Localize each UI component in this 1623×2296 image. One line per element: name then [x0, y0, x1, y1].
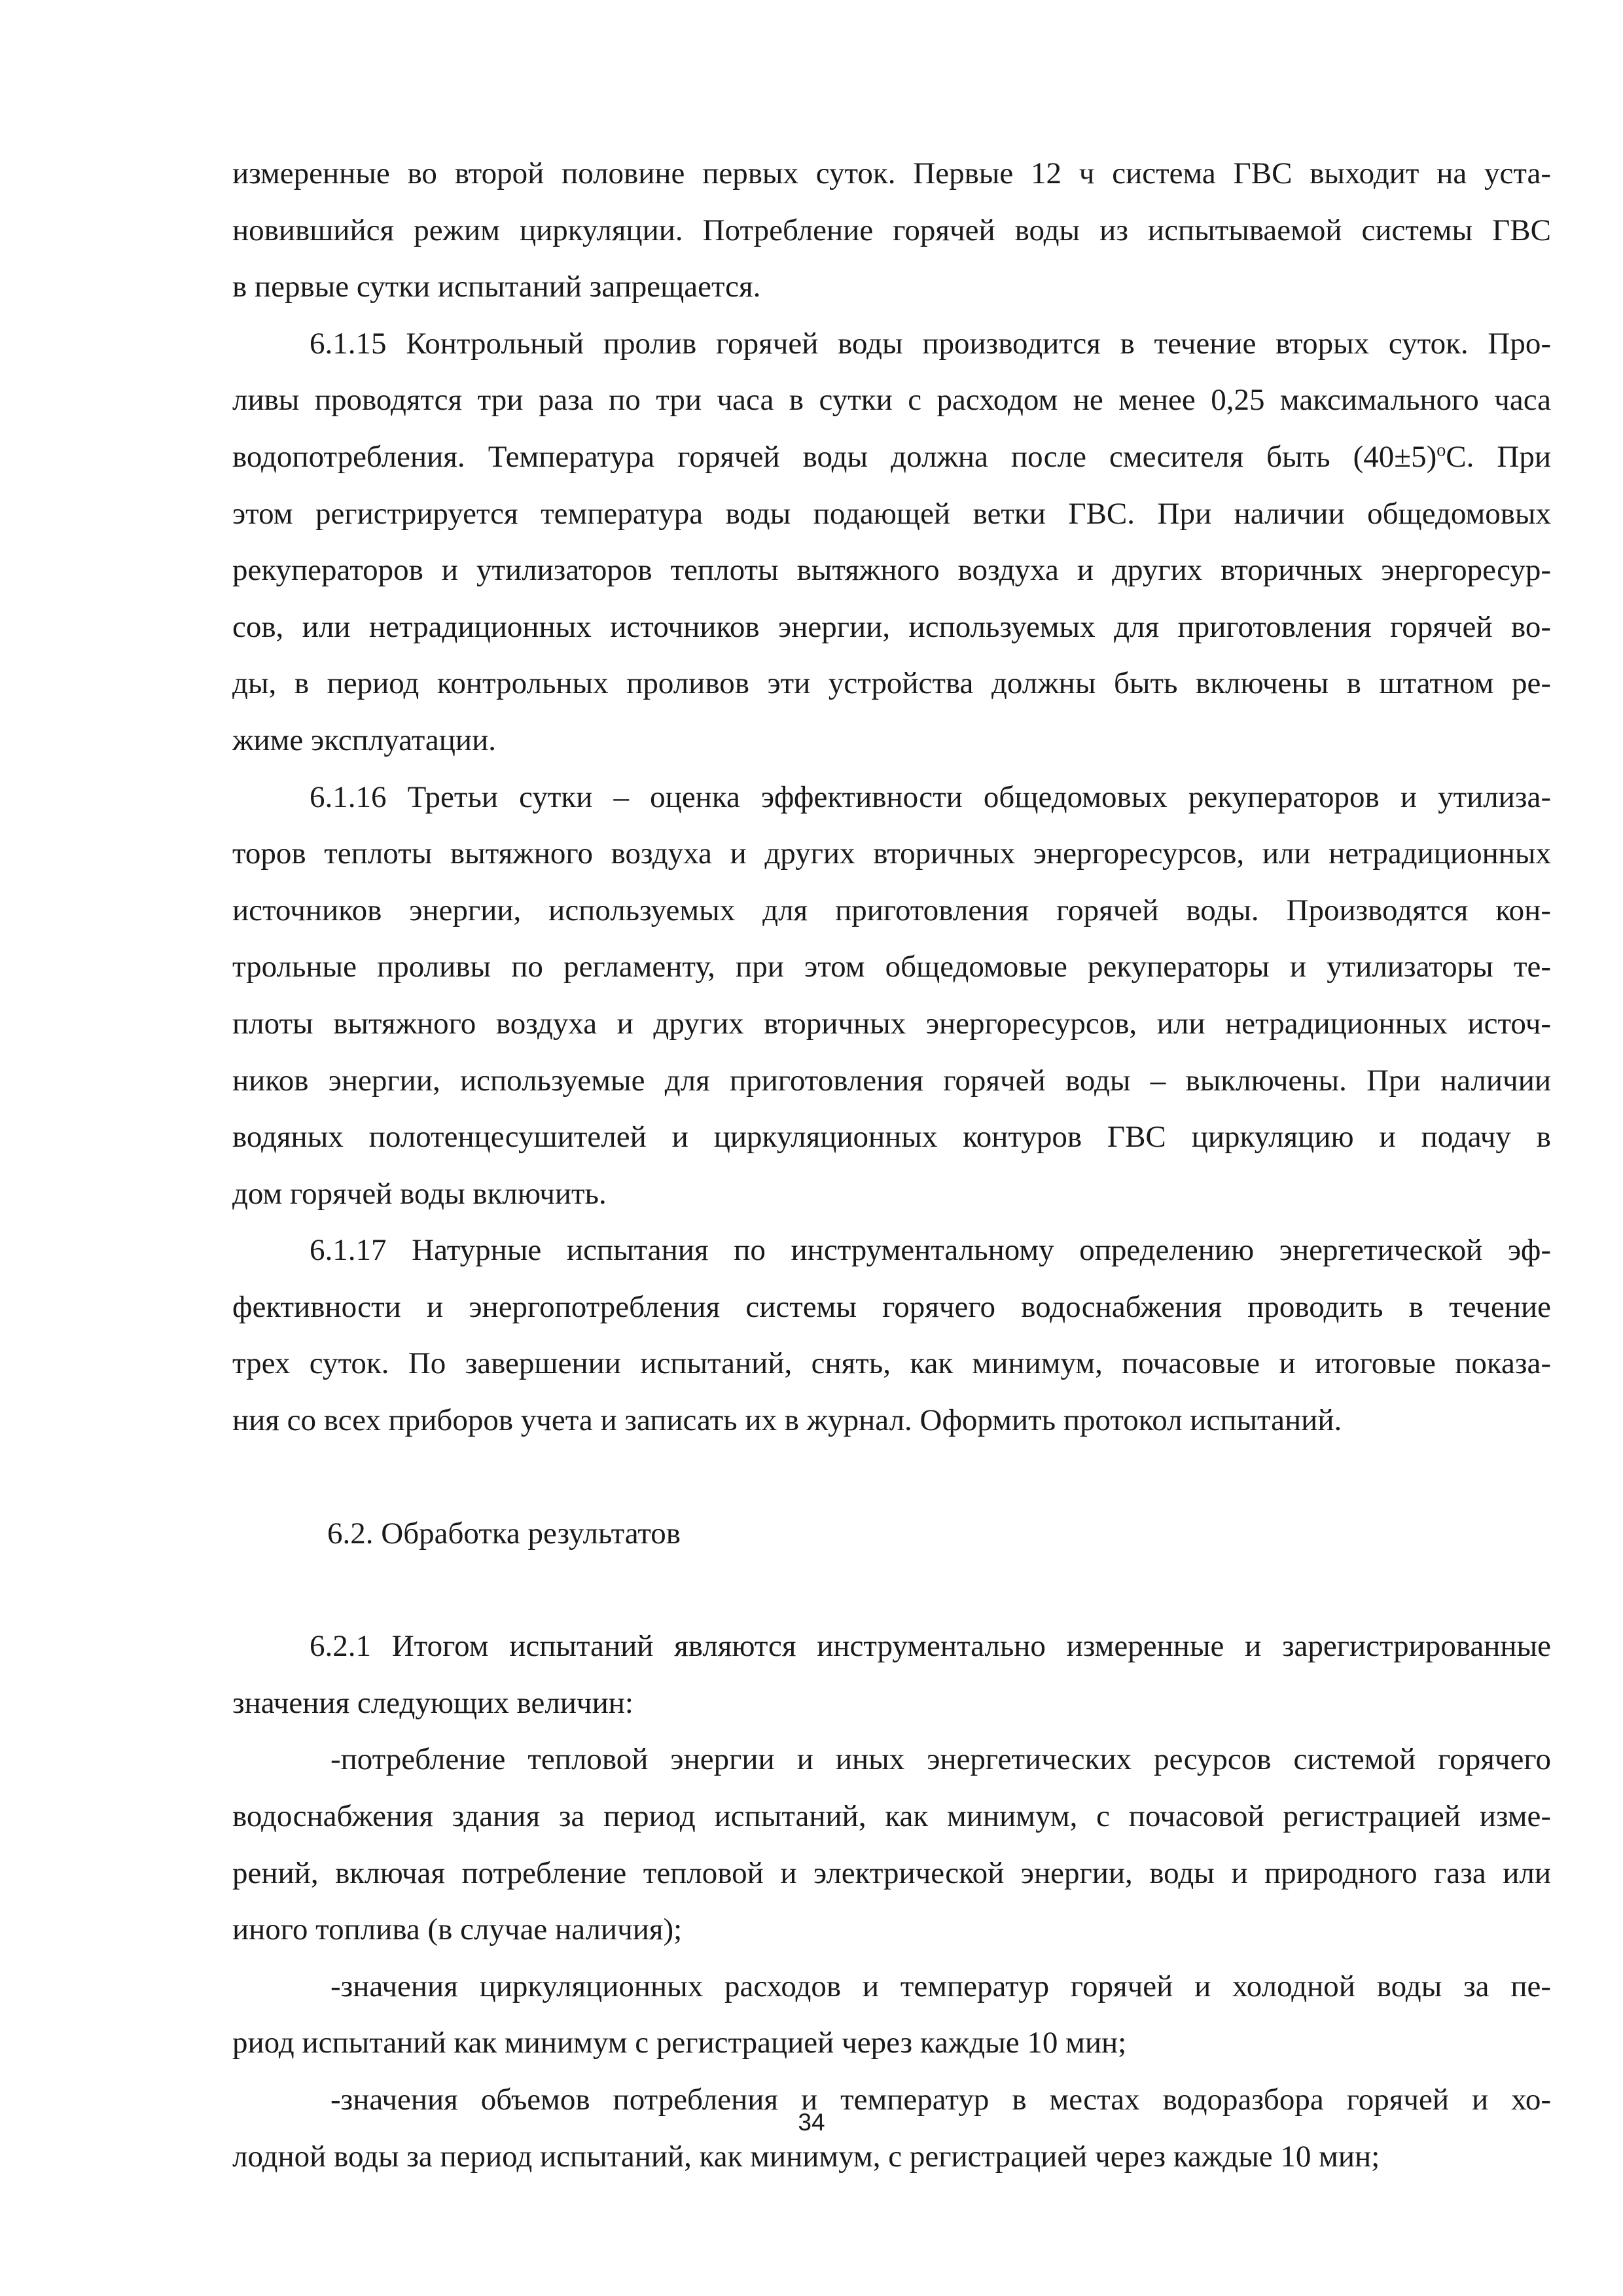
text-line: в первые сутки испытаний запрещается.: [232, 270, 761, 304]
text-line: водяных полотенцесушителей и циркуляционных контуров ГВС циркуляцию и подачу в: [232, 1120, 1551, 1155]
text-line: рекуператоров и утилизаторов теплоты вытяжного воздуха и других вторичных энергоресур-: [232, 553, 1551, 588]
text-line: иного топлива (в случае наличия);: [232, 1912, 683, 1947]
section-heading: 6.2. Обработка результатов: [327, 1516, 681, 1551]
text-line: 6.2.1 Итогом испытаний являются инструментально измеренные и зарегистрированные: [310, 1629, 1551, 1664]
text-line: ливы проводятся три раза по три часа в сутки с расходом не менее 0,25 максимального часа: [232, 383, 1551, 418]
text-line: трех суток. По завершении испытаний, снять, как минимум, почасовые и итоговые показа-: [232, 1346, 1551, 1381]
text-line: водопотребления. Температура горячей воды должна после смесителя быть $(40\pm 5)^oС$. При: [232, 439, 1551, 474]
text-line: -значения объемов потребления и температур в местах водоразбора горячей и хо-: [330, 2083, 1551, 2117]
list-item: [232, 1958, 1551, 2072]
text-line: 6.1.17 Натурные испытания по инструментальному определению энергетической эф-: [310, 1233, 1551, 1268]
paragraph: [232, 1222, 1551, 1448]
text-line: торов теплоты вытяжного воздуха и других вторичных энергоресурсов, или нетрадиционных: [232, 836, 1551, 871]
text-line: значения следующих величин:: [232, 1685, 633, 1720]
page-number: 34: [798, 2109, 825, 2136]
paragraph: [232, 315, 1551, 769]
text-line: ников энергии, используемые для приготовления горячей воды – выключены. При наличии: [232, 1063, 1551, 1098]
degree-superscript: o: [1436, 440, 1446, 461]
text-line: 6.1.15 Контрольный пролив горячей воды производится в течение вторых суток. Про-: [310, 326, 1551, 361]
text-line: измеренные во второй половине первых суток. Первые 12 ч система ГВС выходит на уста-: [232, 156, 1551, 190]
text-line: ния со всех приборов учета и записать их в журнал. Оформить протокол испытаний.: [232, 1403, 1342, 1438]
text-line: источников энергии, используемых для приготовления горячей воды. Производятся кон-: [232, 893, 1551, 927]
text-line: рений, включая потребление тепловой и электрической энергии, воды и природного газа или: [232, 1856, 1551, 1890]
document-body: [232, 145, 1551, 2185]
text-line: фективности и энергопотребления системы горячего водоснабжения проводить в течение: [232, 1289, 1551, 1324]
text-line: -потребление тепловой энергии и иных энергетических ресурсов системой горячего: [330, 1742, 1551, 1777]
text-line: -значения циркуляционных расходов и температур горячей и холодной воды за пе-: [330, 1969, 1551, 2003]
text-line: лодной воды за период испытаний, как минимум, с регистрацией через каждые 10 мин;: [232, 2139, 1380, 2174]
list-item: [232, 1731, 1551, 1958]
text-line: плоты вытяжного воздуха и других вторичных энергоресурсов, или нетрадиционных источ-: [232, 1006, 1551, 1041]
paragraph: [232, 769, 1551, 1223]
text-line: водоснабжения здания за период испытаний, как минимум, с почасовой регистрацией изме-: [232, 1799, 1551, 1834]
text-line: риод испытаний как минимум с регистрацией через каждые 10 мин;: [232, 2026, 1127, 2060]
text-line: 6.1.16 Третьи сутки – оценка эффективности общедомовых рекуператоров и утилиза-: [310, 780, 1551, 814]
text-line: этом регистрируется температура воды подающей ветки ГВС. При наличии общедомовых: [232, 496, 1551, 531]
text-line: трольные проливы по регламенту, при этом общедомовые рекуператоры и утилизаторы те-: [232, 950, 1551, 984]
text-line: ды, в период контрольных проливов эти устройства должны быть включены в штатном ре-: [232, 666, 1551, 701]
text-line: новившийся режим циркуляции. Потребление горячей воды из испытываемой системы ГВС: [232, 213, 1551, 247]
text-line: сов, или нетрадиционных источников энергии, используемых для приготовления горячей во-: [232, 609, 1551, 644]
text-line: жиме эксплуатации.: [232, 723, 496, 757]
text-line: дом горячей воды включить.: [232, 1176, 607, 1211]
paragraph: [232, 1618, 1551, 1731]
paragraph: [232, 145, 1551, 315]
